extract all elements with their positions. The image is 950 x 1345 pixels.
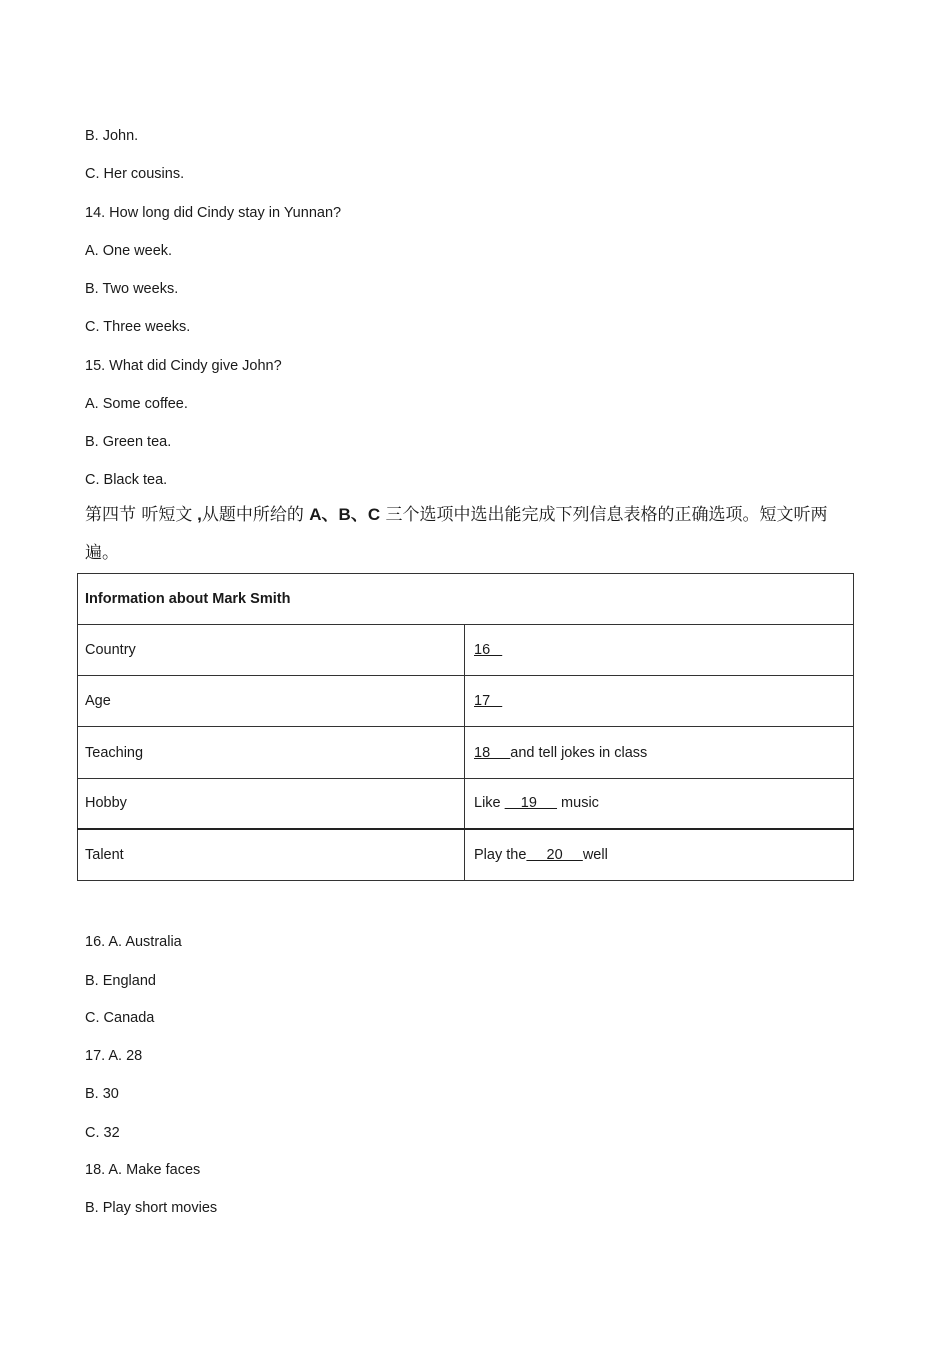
option-line: B. Play short movies — [85, 1200, 218, 1216]
row-value — [465, 778, 854, 829]
option-line: C. Black tea. — [85, 472, 168, 488]
row-value — [465, 727, 854, 778]
option-line: A. Some coffee. — [85, 396, 188, 412]
option-line: B. Two weeks. — [85, 281, 179, 297]
row-label: Teaching — [78, 727, 465, 778]
section-instruction — [85, 496, 845, 572]
info-table — [77, 573, 854, 881]
question-line: 14. How long did Cindy stay in Yunnan? — [85, 205, 342, 221]
row-value — [465, 625, 854, 676]
option-line: B. 30 — [85, 1086, 119, 1102]
section-letters: A、B、C — [309, 505, 381, 524]
table-row — [78, 778, 854, 829]
section-part3: 三个选项中选出能完成下列信息表格的正确选项。短文听两遍。 — [85, 505, 828, 563]
table-title: Information about Mark Smith — [78, 574, 854, 625]
answer-blank: 18 — [474, 744, 511, 761]
answer-blank: 17 — [474, 693, 503, 710]
option-line: C. Her cousins. — [85, 166, 185, 182]
option-line: B. Green tea. — [85, 434, 172, 450]
section-part1: 第四节 听短文 — [85, 505, 193, 525]
row-label: Hobby — [78, 778, 465, 829]
question-line: 17. A. 28 — [85, 1048, 143, 1064]
section-part2: 从题中所给的 — [201, 505, 310, 525]
table-row — [78, 625, 854, 676]
question-line: 15. What did Cindy give John? — [85, 358, 282, 374]
row-label: Country — [78, 625, 465, 676]
option-line: C. Three weeks. — [85, 319, 191, 335]
option-line: A. One week. — [85, 243, 173, 259]
answer-blank: 19 — [504, 795, 558, 812]
row-label: Talent — [78, 829, 465, 880]
table-row — [78, 676, 854, 727]
answer-blank: 20 — [526, 847, 583, 864]
option-line: B. England — [85, 973, 156, 989]
value-post: music — [557, 795, 599, 812]
row-value — [465, 676, 854, 727]
value-pre: Play the — [474, 847, 527, 864]
section-comma: , — [192, 505, 202, 524]
option-line: B. John. — [85, 128, 139, 144]
option-line: C. Canada — [85, 1010, 155, 1026]
value-pre: Like — [474, 795, 505, 812]
table-row — [78, 829, 854, 880]
row-label: Age — [78, 676, 465, 727]
value-post: well — [582, 847, 608, 864]
table-row — [78, 727, 854, 778]
question-line: 18. A. Make faces — [85, 1162, 201, 1178]
answer-blank: 16 — [474, 642, 503, 659]
question-line: 16. A. Australia — [85, 934, 182, 950]
row-value — [465, 829, 854, 880]
option-line: C. 32 — [85, 1125, 120, 1141]
value-post: and tell jokes in class — [510, 744, 648, 761]
